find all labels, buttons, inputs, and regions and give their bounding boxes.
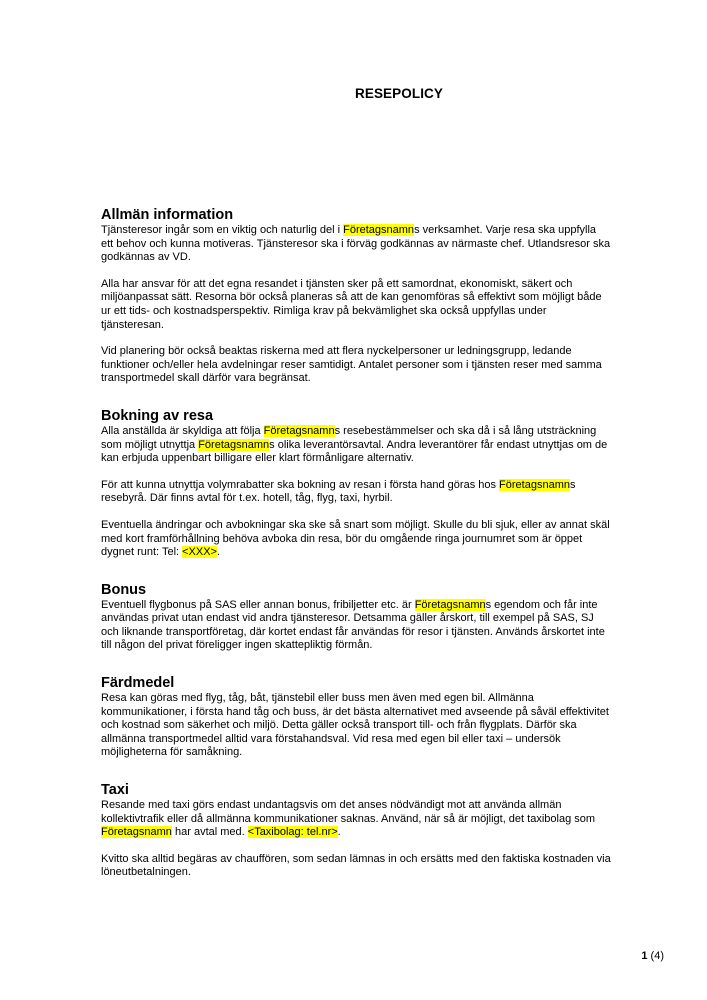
highlighted-placeholder: Företagsnamn (101, 826, 172, 839)
document-title: RESEPOLICY (354, 86, 444, 101)
highlighted-placeholder: Företagsnamn (198, 438, 270, 451)
paragraph (101, 425, 611, 466)
section-heading: Färdmedel (101, 675, 175, 692)
section (101, 207, 611, 386)
paragraph (101, 345, 611, 386)
page-number-current: 1 (641, 950, 648, 962)
paragraph (101, 479, 611, 506)
text-run: Kvitto ska alltid begäras av chauffören, som sedan lämnas in och ersätts med den faktiska kostnaden via löneutbetalningen. (101, 852, 611, 879)
paragraph (101, 799, 611, 840)
section (101, 582, 611, 653)
section (101, 408, 611, 560)
text-run: Eventuell flygbonus på SAS eller annan bonus, fribiljetter etc. är (101, 598, 415, 611)
text-run: För att kunna utnyttja volymrabatter ska bokning av resan i första hand göras hos (101, 478, 500, 491)
paragraph (101, 519, 611, 560)
section (101, 675, 611, 760)
section-heading: Bokning av resa (101, 407, 214, 424)
paragraph (101, 853, 611, 880)
text-run: s resebyrå. Där finns avtal för t.ex. hotell, tåg, flyg, taxi, hyrbil. (101, 478, 576, 505)
text-run: s resebestämmelser och ska då i så lång utsträckning som möjligt utnyttja (101, 424, 597, 451)
highlighted-placeholder: Företagsnamn (343, 224, 415, 236)
highlighted-placeholder: Företagsnamn (414, 598, 486, 611)
text-run: Tjänsteresor ingår som en viktig och naturlig del i (101, 224, 344, 236)
paragraph (101, 692, 611, 760)
paragraph (101, 224, 611, 265)
section-heading: Taxi (101, 782, 129, 799)
text-run: s egendom och får inte användas privat utan endast vid andra tjänsteresor. Detsamma gäller årskort, till exempel på SAS, SJ och liknande transportföretag, där kortet endast får användas för resor i tjänsten. Används årskortet inte till någon del privat föreligger ingen skattepliktig förmån. (101, 598, 605, 652)
highlighted-placeholder: <Taxibolag: tel.nr> (247, 826, 338, 839)
text-run: Eventuella ändringar och avbokningar ska ske så snart som möjligt. Skulle du bli sjuk, eller av annat skäl med kort framförhållning behöva avboka din resa, bör du omgående ringa journumret som är öppet dygnet runt: Tel: (101, 518, 610, 559)
text-run: s olika leverantörsavtal. Andra leverantörer får endast utnyttjas om de kan erbjuda uppenbart billigare eller klart förmånligare alternativ. (101, 438, 608, 465)
text-run: s verksamhet. Varje resa ska uppfylla ett behov och kunna motiveras. Tjänsteresor ska i förväg godkännas av närmaste chef. Utlandsresor ska godkännas av VD. (101, 224, 611, 264)
highlighted-placeholder: <XXX> (182, 546, 217, 559)
document-body (101, 207, 611, 880)
text-run: Alla anställda är skyldiga att följa (101, 424, 264, 437)
text-run: . (337, 826, 341, 839)
text-run: har avtal med. (171, 826, 248, 839)
text-run: . (216, 546, 221, 559)
page-number (641, 950, 664, 962)
text-run: Vid planering bör också beaktas riskerna med att flera nyckelpersoner ur ledningsgrupp, ledande funktioner och/eller hela avdelningar reser samtidigt. Antalet personer som i tjänsten reser med samma transportmedel skall därför vara begränsat. (101, 345, 602, 385)
page-number-total: (4) (650, 950, 664, 962)
highlighted-placeholder: Företagsnamn (263, 424, 335, 437)
text-run: Resa kan göras med flyg, tåg, båt, tjänstebil eller buss men även med egen bil. Allmänna kommunikationer, i första hand tåg och buss, är det bästa alternativet med avseende på såväl effektivitet och kostnad som säkerhet och miljö. Detta gäller också transport till- och från flygplats. Därför ska allmänna transportmedel alltid vara förstahandsval. Vid resa med egen bil eller taxi – undersök möjligheterna för samåkning. (101, 692, 609, 759)
text-run: Alla har ansvar för att det egna resandet i tjänsten sker på ett samordnat, ekonomiskt, säkert och miljöanpassat sätt. Resorna bör också planeras så att de kan genomföras så effektivt som möjligt både ur ett tids- och kostnadsperspektiv. Rimliga krav på bekvämlighet ska också uppfyllas under tjänsteresan. (101, 277, 602, 331)
section (101, 782, 611, 880)
highlighted-placeholder: Företagsnamn (499, 478, 570, 491)
paragraph (101, 599, 611, 653)
text-run: Resande med taxi görs endast undantagsvis om det anses nödvändigt mot att använda allmän kollektivtrafik eller då allmänna kommunikationer saknas. Använd, när så är möjligt, det taxibolag som (101, 799, 596, 825)
section-heading: Allmän information (101, 207, 234, 223)
paragraph (101, 278, 611, 332)
section-heading: Bonus (101, 581, 147, 598)
